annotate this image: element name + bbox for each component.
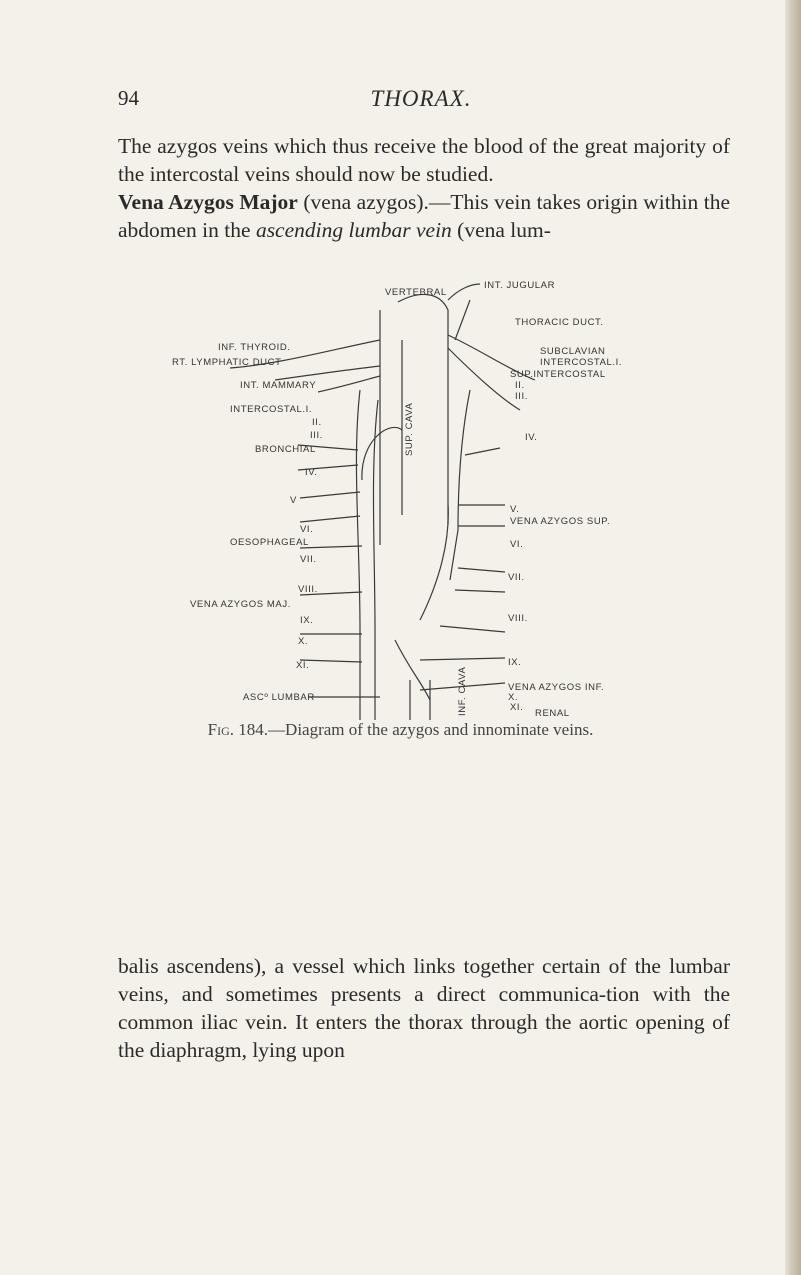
figure-caption (0, 720, 801, 740)
right-subclavian-branch (275, 366, 380, 380)
label-int-jugular: INT. JUGULAR (484, 280, 556, 291)
label-ii-r: II. (515, 380, 525, 391)
label-vena-azygos-inf: VENA AZYGOS INF. (508, 682, 605, 693)
label-iv-r: IV. (525, 432, 538, 443)
paragraph-text: (vena azygos).—This vein takes origin within the abdomen in the (118, 190, 730, 242)
azygos-sup-vessel (450, 390, 470, 580)
label-inf-thyroid: INF. THYROID. (218, 342, 291, 353)
intercostal-vi-r (300, 492, 360, 498)
label-sup-cava: SUP. CAVA (404, 402, 415, 456)
paragraph-vena-azygos-major (118, 188, 730, 244)
azygos-connector (420, 505, 448, 620)
label-vena-azygos-maj: VENA AZYGOS MAJ. (190, 599, 291, 610)
intercostal-x-l (420, 658, 505, 660)
label-asc-lumbar: ASCº LUMBAR (243, 692, 315, 703)
label-v-r: V. (510, 504, 520, 515)
label-sup-intercostal: SUP.INTERCOSTAL (510, 369, 606, 380)
label-x-l: X. (298, 636, 309, 647)
figure-azygos-diagram (0, 280, 801, 720)
intercostal-viii-l (455, 590, 505, 592)
thoracic-duct-vessel (455, 300, 470, 340)
paragraph-lead: Vena Azygos Major (118, 190, 298, 214)
label-viii-r: VIII. (508, 613, 528, 624)
paragraph-continuation: balis ascendens), a vessel which links together certain of the lumbar veins, and sometimes presents a direct communica-tion with the common iliac vein. It enters the thorax through the aortic opening of the diaphragm, lying upon (118, 954, 730, 1062)
label-oesophageal: OESOPHAGEAL (230, 537, 309, 548)
label-vii-l: VII. (300, 554, 317, 565)
label-renal: RENAL (535, 708, 570, 719)
azygos-major-left-wall (356, 390, 360, 720)
label-intercostal-i-l: INTERCOSTAL.I. (230, 404, 313, 415)
azygos-inf-lower (395, 640, 430, 700)
running-title: THORAX. (370, 86, 472, 111)
label-intercostal-i-r: INTERCOSTAL.I. (540, 357, 623, 368)
azygos-major-right-wall (373, 400, 378, 720)
label-vi-r: VI. (510, 539, 524, 550)
label-iii-r: III. (515, 391, 528, 402)
intercostal-ix-l (440, 626, 505, 632)
diagram-svg (0, 280, 801, 720)
paragraph-intro: The azygos veins which thus receive the blood of the great majority of the intercostal veins should now be studied. (118, 134, 730, 186)
label-viii-l: VIII. (298, 584, 318, 595)
label-iii-l: III. (310, 430, 323, 441)
label-thoracic-duct: THORACIC DUCT. (515, 317, 604, 328)
label-ix-r: IX. (508, 657, 522, 668)
label-inf-cava: INF. CAVA (457, 666, 468, 716)
label-x-r: X. (508, 692, 519, 703)
figure-caption-text: —Diagram of the azygos and innominate veins. (268, 720, 594, 739)
intercostal-vii-r (300, 516, 360, 522)
label-vertebral: VERTEBRAL (385, 287, 447, 298)
intercostal-viii-r (300, 546, 362, 548)
label-xi-l: XI. (296, 660, 310, 671)
label-v-l: V (290, 495, 297, 506)
paragraph-text-tail: (vena lum- (451, 218, 551, 242)
int-jugular-vessel (448, 284, 480, 300)
label-vena-azygos-sup: VENA AZYGOS SUP. (510, 516, 611, 527)
label-ii-l: II. (312, 417, 322, 428)
label-ix-l: IX. (300, 615, 314, 626)
int-mammary-branch (318, 376, 380, 392)
label-vi-l: VI. (300, 524, 314, 535)
intercostal-vii-l (458, 568, 505, 572)
label-subclavian: SUBCLAVIAN (540, 346, 606, 357)
page-number: 94 (118, 86, 139, 110)
azygos-arch (362, 427, 402, 480)
label-vii-r: VII. (508, 572, 525, 583)
paragraph-italic-term: ascending lumbar vein (255, 218, 452, 242)
figure-number: Fig. 184. (207, 720, 269, 739)
label-int-mammary: INT. MAMMARY (240, 380, 317, 391)
label-bronchial: BRONCHIAL (255, 444, 316, 455)
label-xi-r: XI. (510, 702, 524, 713)
page-header (118, 86, 724, 116)
label-iv-l: IV. (305, 467, 318, 478)
intercostal-iv-l (465, 448, 500, 455)
label-rt-lymphatic: RT. LYMPHATIC DUCT (172, 357, 282, 368)
